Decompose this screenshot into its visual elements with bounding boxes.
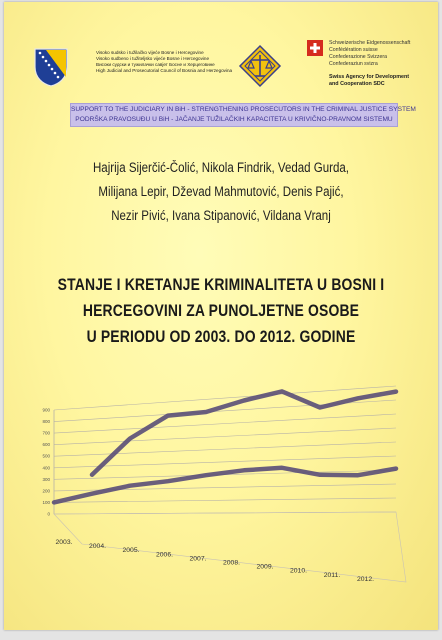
y-tick-label: 500: [42, 453, 50, 459]
hjpc-name-line: Високи судски и тужилачки савјет Босне и Херцеговине: [96, 62, 215, 67]
hjpc-name-line: High Judicial and Prosecutorial Council of Bosnia and Herzegovina: [96, 68, 233, 73]
x-tick-label: 2009.: [256, 563, 274, 571]
swiss-name-line: Schweizerische Eidgenossenschaft: [329, 40, 411, 46]
y-tick-label: 0: [47, 511, 50, 517]
y-tick-label: 300: [42, 476, 50, 482]
swiss-name-line: Confédération suisse: [329, 47, 378, 53]
gridline: [54, 442, 396, 456]
x-tick-label: 2003.: [55, 539, 73, 546]
y-tick-label: 200: [42, 488, 50, 494]
hjpc-name-line: Visoko sudbeno i tužiteljsko vijeće Bosne i Hercegovine: [96, 56, 210, 61]
x-tick-label: 2008.: [222, 559, 241, 567]
author-line: Nezir Pivić, Ivana Stipanović, Vildana Vranj: [111, 208, 331, 223]
y-tick-label: 700: [42, 430, 50, 436]
y-tick-label: 600: [42, 442, 50, 448]
x-tick-label: 2005.: [122, 547, 140, 555]
x-tick-label: 2007.: [189, 555, 207, 563]
x-tick-label: 2004.: [88, 543, 107, 551]
author-line: Hajrija Sijerčić-Čolić, Nikola Findrik, Vedad Gurda,: [92, 160, 350, 175]
title-line: STANJE I KRETANJE KRIMINALITETA U BOSNI I: [57, 275, 385, 294]
sdc-agency-line: and Cooperation SDC: [329, 81, 385, 87]
project-title-en: SUPPORT TO THE JUDICIARY IN BiH - STRENGTHENING PROSECUTORS IN THE CRIMINAL JUSTICE SYSTEM: [71, 106, 416, 113]
author-line: Milijana Lepir, Dževad Mahmutović, Denis Pajić,: [98, 184, 344, 199]
swiss-name-line: Confederaziun svizra: [329, 61, 378, 67]
chart-floor: [54, 512, 406, 582]
y-tick-label: 100: [42, 499, 50, 505]
hjpc-name-line: Visoko sudsko i tužilačko vijeće Bosne i Hercegovine: [96, 50, 204, 55]
title-line: U PERIODU OD 2003. DO 2012. GODINE: [86, 327, 356, 346]
book-cover: [4, 2, 438, 630]
y-tick-label: 400: [42, 465, 50, 471]
title-line: HERCEGOVINI ZA PUNOLJETNE OSOBE: [82, 301, 360, 320]
swiss-name-line: Confederazione Svizzera: [329, 54, 387, 60]
x-tick-label: 2006.: [155, 551, 174, 559]
project-title-local: PODRŠKA PRAVOSUĐU U BiH - JAČANJE TUŽILAČKIH KAPACITETA U KRIVIČNO-PRAVNOM SISTEMU: [75, 116, 393, 123]
x-tick-label: 2012.: [356, 575, 375, 583]
gridline: [54, 498, 396, 502]
trend-chart: [4, 2, 438, 630]
x-tick-label: 2011.: [323, 571, 341, 579]
x-tick-label: 2010.: [289, 567, 308, 575]
y-tick-label: 800: [42, 419, 50, 425]
sdc-agency-line: Swiss Agency for Development: [329, 74, 410, 80]
y-tick-label: 900: [42, 407, 50, 413]
